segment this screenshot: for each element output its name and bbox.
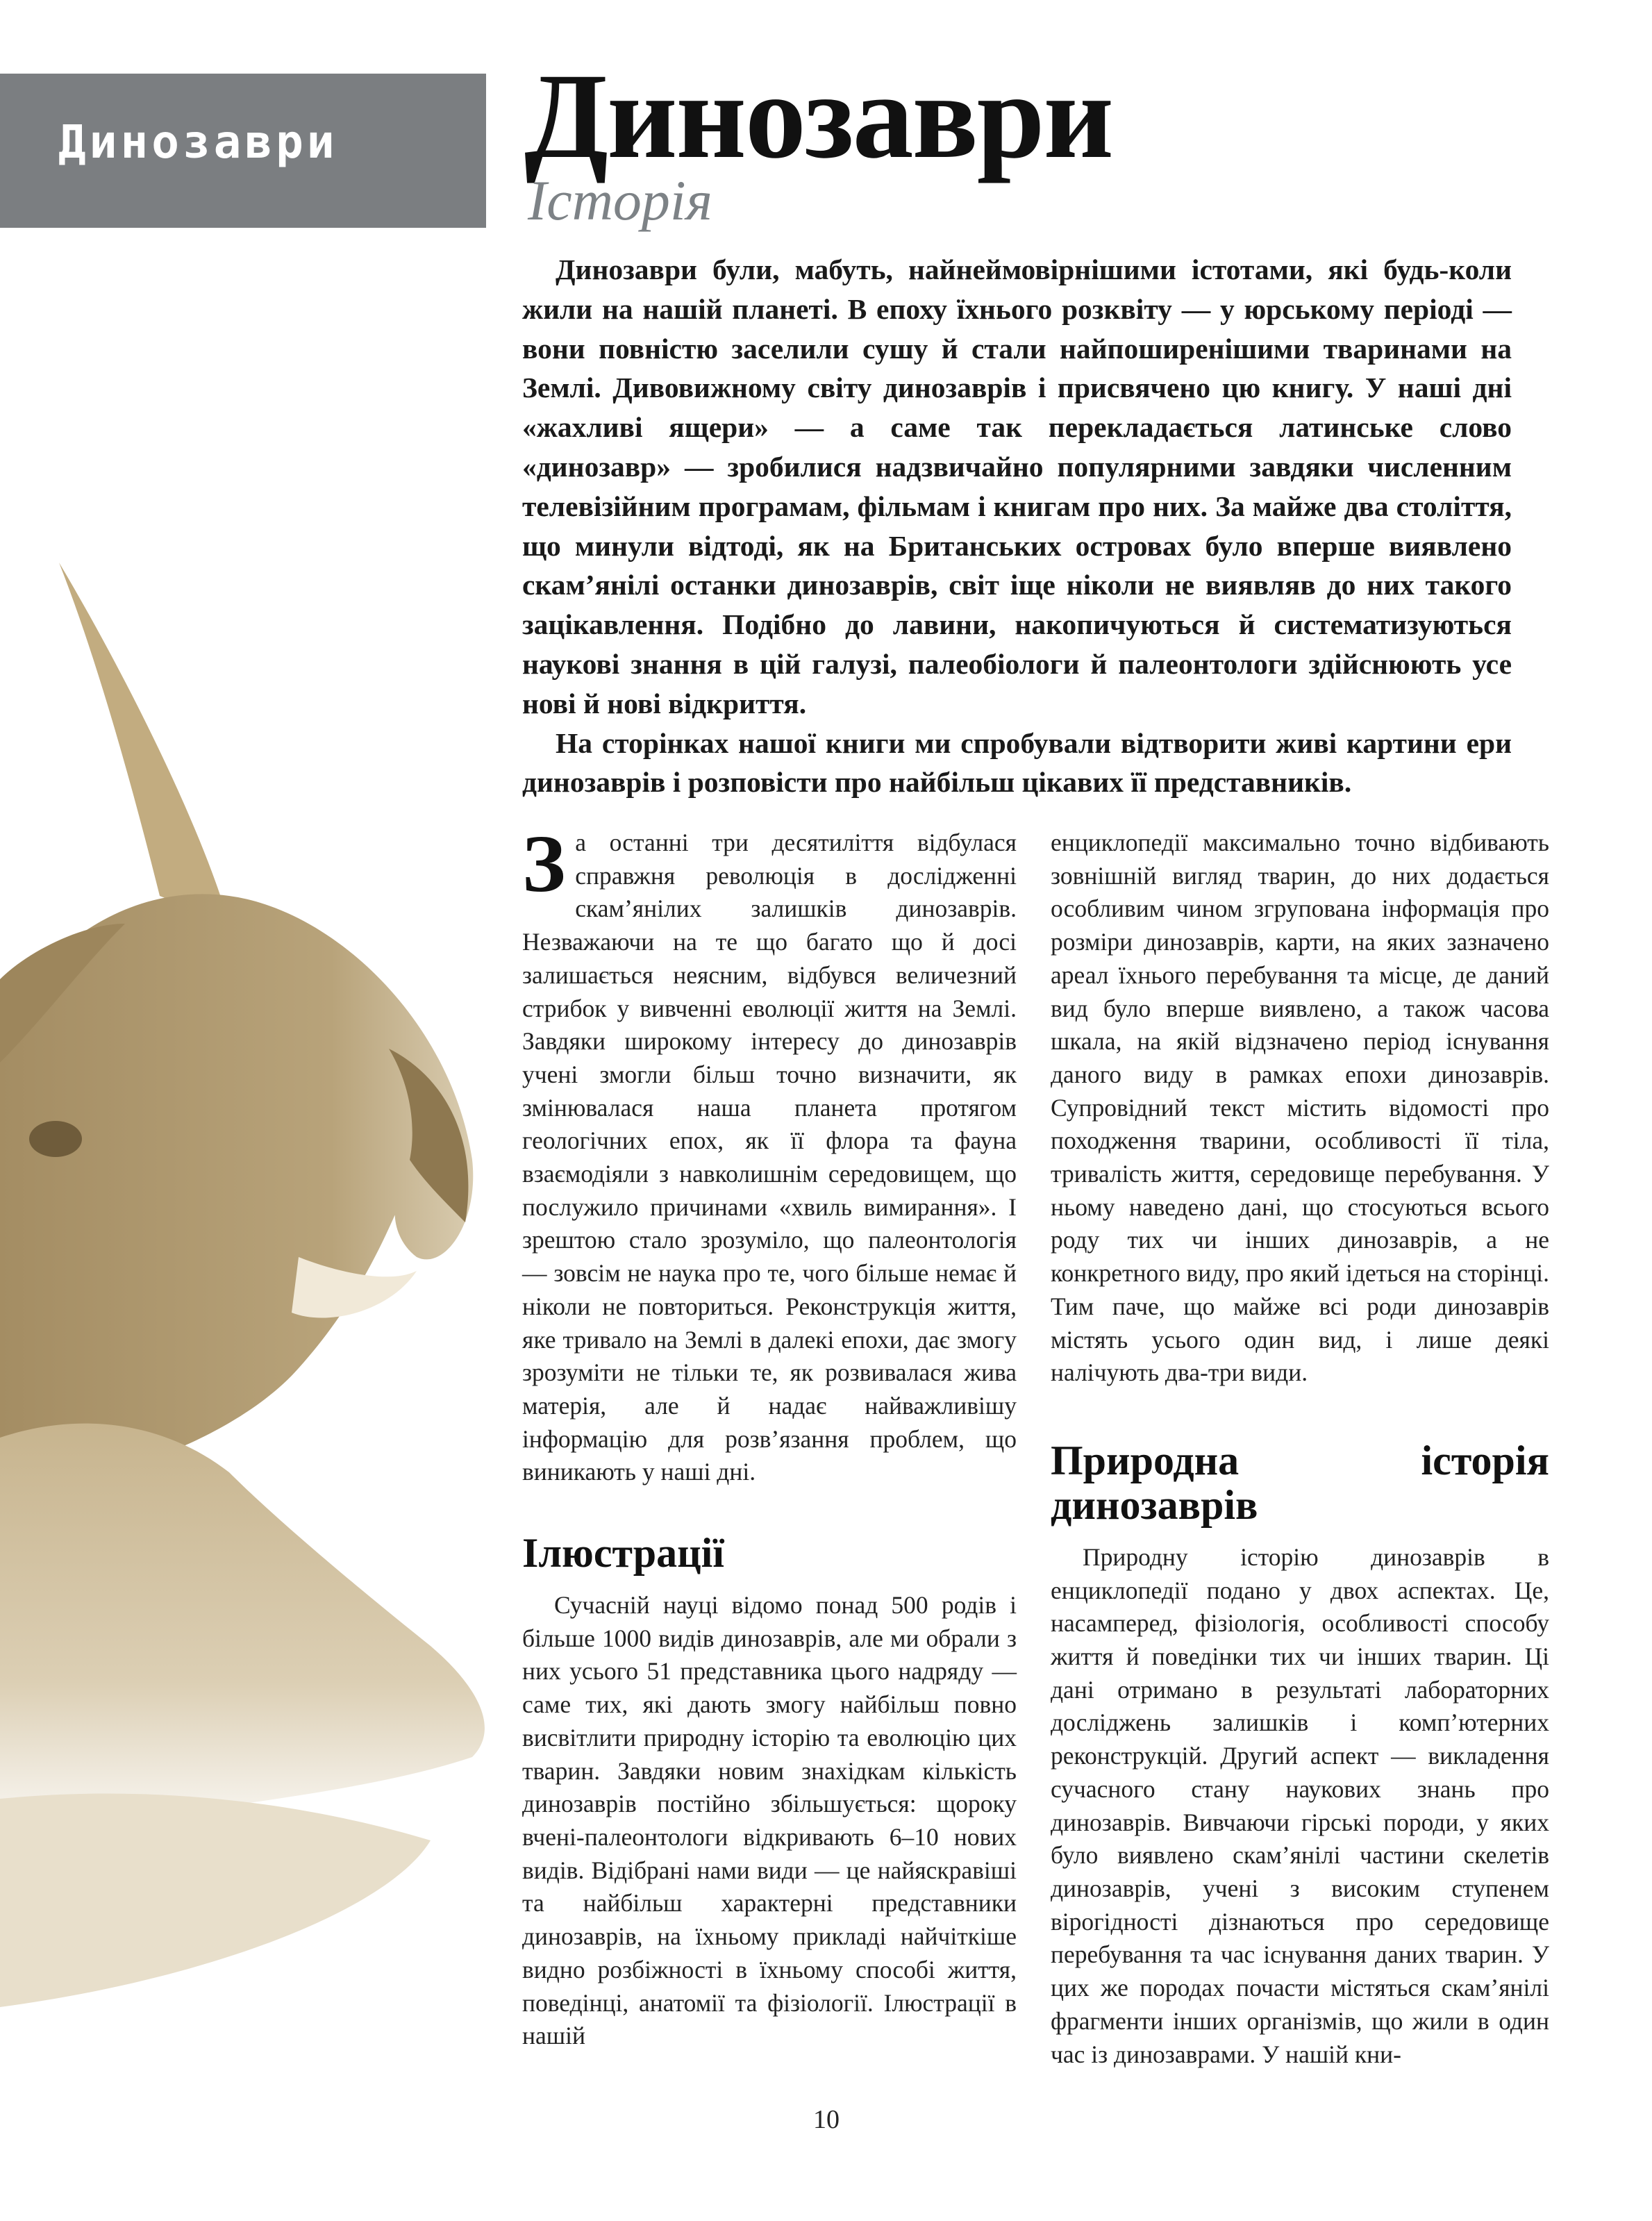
body-paragraph: Природну історію динозаврів в енциклопедії подано у двох аспектах. Це, насамперед, фізіологія, особливості способу життя й поведінки тих чи інших тварин. Ці дані отримано в результаті лабораторних досліджень залишків і комп’ютерних реконструкцій. Другий аспект — викладення сучасного стану наукових знань про динозаврів. Вивчаючи гірські породи, у яких було виявлено скам’янілі частини скелетів динозаврів, учені з високим ступенем вірогідності дізнаються про середовище перебування та час існування даних тварин. У цих же породах почасти містяться скам’янілі фрагменти інших організмів, що жили в один час із динозаврами. У нашій кни- <box>1051 1542 1549 2068</box>
horn-shape <box>59 563 229 924</box>
body-paragraph: Сучасній науці відомо понад 500 родів і більше 1000 видів динозаврів, але ми обрали з них усього 51 представника цього надряду — саме тих, які дають змогу найбільш повно висвітлити природну історію та еволюцію цих тварин. Завдяки новим знахідкам кількість динозаврів постійно збільшується: щороку вчені-палеонтологи відкривають 6–10 нових видів. Відібрані нами види — це найяскравіші та найбільш характерні представники динозаврів, на їхньому прикладі найчіткіше видно розбіжності в їхньому способі життя, поведінці, анатомії та фізіології. Ілюстрації в нашій <box>522 1591 1017 2050</box>
section-tab-label: Динозаври <box>58 115 338 169</box>
intro-block <box>522 250 1512 802</box>
section-heading-natural-history: Природна історія динозаврів <box>1051 1437 1549 1528</box>
paragraph-text: а останні три десятиліття відбулася справжня революція в дослідженні скам’янілих залишків динозаврів. Незважаючи на те що багато що й досі залишається неясним, відбувся величезний стрибок у вивченні еволюції життя на Землі. Завдяки широкому інтересу до динозаврів учені змогли більш точно визначити, як змінювалася наша планета протягом геологічних епох, як її флора та фауна взаємодіяли з навколишнім середовищем, що послужило причинами «хвиль вимирання». І зрештою стало зрозуміло, що палеонтологія — зовсім не наука про те, чого більше немає й ніколи не повториться. Реконструкція життя, яке тривало на Землі в далекі епохи, дає змогу зрозуміти не тільки те, як розвивалася жива матерія, але й надає найважливішу інформацію для розв’язання проблем, що виникають у наші дні. <box>522 829 1017 1486</box>
dinosaur-illustration <box>0 535 514 2063</box>
body-paragraph: енциклопедії максимально точно відбивають зовнішній вигляд тварин, до них додається особливим чином згрупована інформація про розміри динозаврів, карти, на яких зазначено ареал їхнього перебування та місце, де даний вид було вперше виявлено, а також часова шкала, на якій відзначено період існування даного виду в рамках епохи динозаврів. Супровідний текст містить відомості про походження тварини, особливості її тіла, тривалість життя, середовище перебування. У ньому наведено дані, що стосуються всього роду тих чи інших динозаврів, а не конкретного виду, про який ідеться на сторінці. Тим паче, що майже всі роди динозаврів містять усього один вид, і лише деякі налічують два-три види. <box>1051 829 1549 1387</box>
page-title: Динозаври <box>524 49 1112 184</box>
water-shape <box>0 1794 431 2008</box>
body-paragraph <box>522 818 1017 1489</box>
page-subtitle: Історія <box>528 169 712 232</box>
drop-cap: З <box>522 818 566 909</box>
section-heading-illustrations: Ілюстрації <box>522 1530 724 1577</box>
intro-paragraph: Динозаври були, мабуть, найнеймовірнішими істотами, які будь-коли жили на нашій планеті. В епоху їхнього розквіту — у юрському періоді — вони повністю заселили сушу й стали найпоширенішими тваринами на Землі. Дивовижному світу динозаврів і присвячено цю книгу. У наші дні «жахливі ящери» — а саме так перекладається латинське слово «динозавр» — зробилися надзвичайно популярними завдяки численним телевізійним програмам, фільмам і книгам про них. За майже два століття, що минули відтоді, як на Британських островах було вперше виявлено скам’янілі останки динозаврів, світ іще ніколи не виявляв до них такого зацікавлення. Подібно до лавини, накопичуються й систематизуються наукові знання в цій галузі, палеобіологи й палеонтологи здійснюють усе нові й нові відкриття. <box>522 253 1512 719</box>
eye-shape <box>29 1121 82 1157</box>
left-column <box>522 818 1017 2053</box>
intro-paragraph: На сторінках нашої книги ми спробували відтворити живі картини ери динозаврів і розповісти про найбільш цікавих її представників. <box>522 726 1512 799</box>
right-column <box>1051 826 1549 2071</box>
page-number: 10 <box>813 2105 840 2134</box>
head-shape <box>0 894 473 1493</box>
water-splash-shape <box>0 1424 485 1854</box>
